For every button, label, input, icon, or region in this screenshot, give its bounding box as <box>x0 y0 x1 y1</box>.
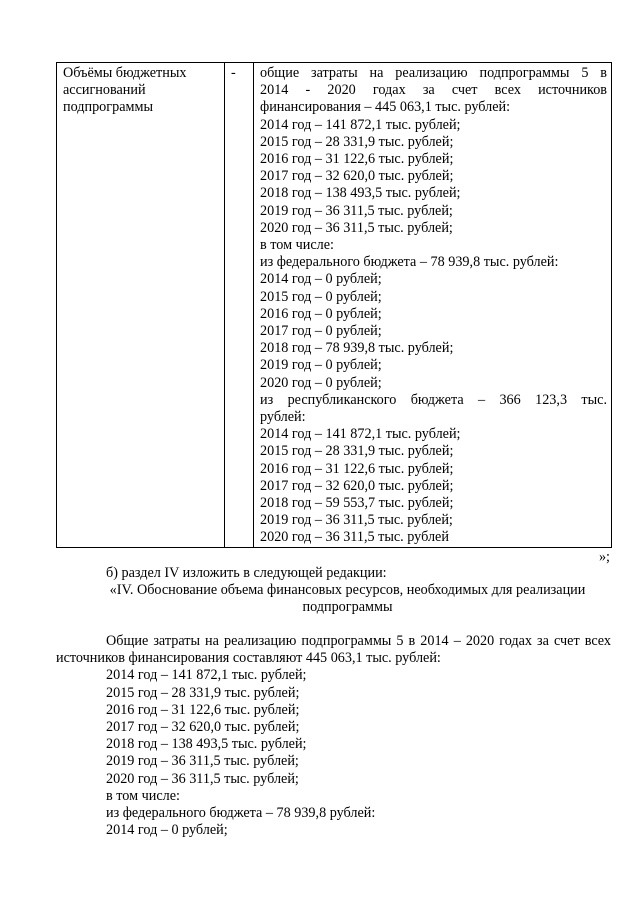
funding-line: рублей: <box>260 409 306 426</box>
body-line: из федерального бюджета – 78 939,8 рублей: <box>106 805 376 822</box>
funding-line: 2015 год – 28 331,9 тыс. рублей; <box>260 133 454 150</box>
funding-line: 2015 год – 0 рублей; <box>260 288 382 305</box>
funding-line: 2017 год – 0 рублей; <box>260 323 382 340</box>
funding-line: 2016 год – 31 122,6 тыс. рублей; <box>260 151 454 168</box>
closing-quote: »; <box>598 549 610 565</box>
body-line: 2020 год – 36 311,5 тыс. рублей; <box>106 770 299 787</box>
section-body <box>56 633 611 839</box>
funding-line: 2016 год – 31 122,6 тыс. рублей; <box>260 460 454 477</box>
body-line: 2015 год – 28 331,9 тыс. рублей; <box>106 684 300 701</box>
funding-line: 2014 год – 141 872,1 тыс. рублей; <box>260 116 461 133</box>
body-line: в том числе: <box>106 787 180 804</box>
body-intro: Общие затраты на реализацию подпрограммы 5 в 2014 – 2020 годах за счет всех источников финансирования составляют 445 063,1 тыс. рублей: <box>56 633 611 667</box>
row-label-cell <box>57 63 225 548</box>
body-line: 2014 год – 0 рублей; <box>106 822 228 839</box>
funding-line: из федерального бюджета – 78 939,8 тыс. рублей: <box>260 254 559 271</box>
funding-line: из республиканского бюджета – 366 123,3 тыс. <box>260 391 607 408</box>
body-line: 2016 год – 31 122,6 тыс. рублей; <box>106 701 300 718</box>
funding-line: 2018 год – 59 553,7 тыс. рублей; <box>260 495 454 512</box>
row-label: Объёмы бюджетных ассигнований подпрограммы <box>63 65 187 116</box>
section-heading: «IV. Обоснование объема финансовых ресурсов, необходимых для реализации подпрограммы <box>109 582 586 616</box>
section-b-text: б) раздел IV изложить в следующей редакции: <box>106 565 387 581</box>
funding-line: 2020 год – 36 311,5 тыс. рублей <box>260 529 449 546</box>
funding-line: 2014 год – 0 рублей; <box>260 271 382 288</box>
funding-line: 2017 год – 32 620,0 тыс. рублей; <box>260 168 454 185</box>
budget-table <box>56 62 612 548</box>
funding-line: 2020 год – 0 рублей; <box>260 374 382 391</box>
funding-line: 2015 год – 28 331,9 тыс. рублей; <box>260 443 454 460</box>
funding-line: в том числе: <box>260 237 334 254</box>
funding-line: 2019 год – 36 311,5 тыс. рублей; <box>260 202 453 219</box>
funding-line: 2018 год – 138 493,5 тыс. рублей; <box>260 185 461 202</box>
body-line: 2017 год – 32 620,0 тыс. рублей; <box>106 719 300 736</box>
funding-line: 2019 год – 36 311,5 тыс. рублей; <box>260 512 453 529</box>
funding-cell <box>254 63 612 548</box>
funding-line: 2019 год – 0 рублей; <box>260 357 382 374</box>
funding-line: 2016 год – 0 рублей; <box>260 305 382 322</box>
table-row <box>57 63 612 548</box>
body-line: 2018 год – 138 493,5 тыс. рублей; <box>106 736 307 753</box>
dash-text: - <box>231 65 236 81</box>
funding-line: общие затраты на реализацию подпрограммы 5 в <box>260 65 607 81</box>
funding-line: 2014 год – 141 872,1 тыс. рублей; <box>260 426 461 443</box>
funding-line: 2018 год – 78 939,8 тыс. рублей; <box>260 340 454 357</box>
body-line: 2019 год – 36 311,5 тыс. рублей; <box>106 753 299 770</box>
body-line: 2014 год – 141 872,1 тыс. рублей; <box>106 667 307 684</box>
dash-cell <box>225 63 254 548</box>
funding-line: 2020 год – 36 311,5 тыс. рублей; <box>260 219 453 236</box>
funding-line: 2017 год – 32 620,0 тыс. рублей; <box>260 477 454 494</box>
funding-line: финансирования – 445 063,1 тыс. рублей: <box>260 99 511 116</box>
funding-line: 2014 - 2020 годах за счет всех источников <box>260 82 607 99</box>
